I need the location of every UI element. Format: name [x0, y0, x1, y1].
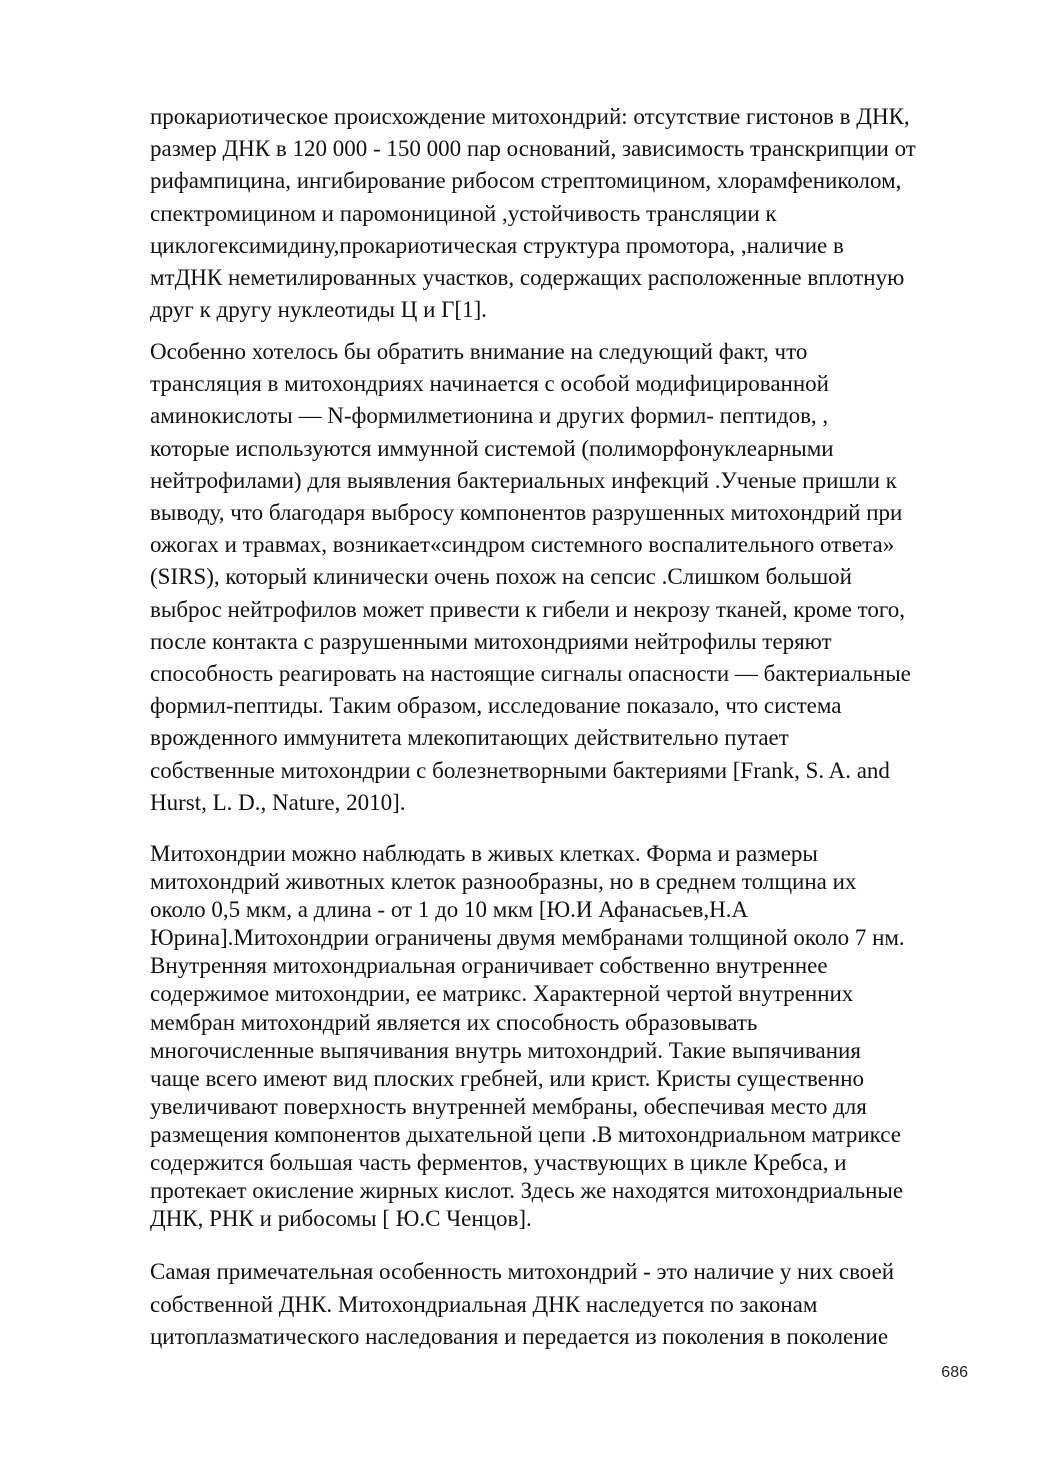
text-line: размещения компонентов дыхательной цепи .В митохондриальном матриксе [150, 1121, 901, 1147]
text-line: аминокислоты — N-формилметионина и других формил- пептидов, , [150, 403, 829, 429]
text-line: ожогах и травмах, возникает«синдром системного воспалительного ответа» [150, 532, 895, 558]
text-line: около 0,5 мкм, а длина - от 1 до 10 мкм [Ю.И Афанасьев,Н.А [150, 897, 749, 923]
text-line: цитоплазматического наследования и передается из поколения в поколение [150, 1324, 889, 1349]
text-line: друг к другу нуклеотиды Ц и Г[1]. [150, 297, 488, 323]
text-line: формил-пептиды. Таким образом, исследование показало, что система [150, 693, 842, 719]
text-line: многочисленные выпячивания внутрь митохондрий. Такие выпячивания [150, 1037, 861, 1063]
page-number: 686 [941, 1364, 968, 1381]
text-line: выводу, что благодаря выбросу компонентов разрушенных митохондрий при [150, 500, 903, 526]
text-line: врожденного иммунитета млекопитающих действительно путает [150, 725, 789, 751]
text-line: увеличивают поверхность внутренней мембраны, обеспечивая место для [150, 1093, 867, 1119]
paragraph-2 [150, 336, 980, 819]
text-line: митохондрий животных клеток разнообразны, но в среднем толщина их [150, 869, 857, 895]
text-line: Внутренняя митохондриальная ограничивает собственно внутреннее [150, 953, 828, 979]
paragraph-4 [150, 1256, 980, 1354]
text-line: содержимое митохондрии, ее матрикс. Характерной чертой внутренних [150, 981, 854, 1007]
text-line: циклогексимидину,прокариотическая структура промотора, ,наличие в [150, 232, 844, 258]
text-line: Особенно хотелось бы обратить внимание на следующий факт, что [150, 339, 808, 364]
text-line: мтДНК неметилированных участков, содержащих расположенные вплотную [150, 265, 905, 291]
text-line: прокариотическое происхождение митохондрий: отсутствие гистонов в ДНК, [150, 104, 910, 129]
text-line: которые используются иммунной системой (полиморфонуклеарными [150, 435, 834, 461]
text-line: протекает окисление жирных кислот. Здесь же находятся митохондриальные [150, 1178, 904, 1204]
text-line: нейтрофилами) для выявления бактериальных инфекций .Ученые пришли к [150, 467, 897, 493]
text-line: спектромицином и паромонициной ,устойчивость трансляции к [150, 200, 777, 226]
text-line: Hurst, L. D., Nature, 2010]. [150, 789, 406, 815]
text-line: размер ДНК в 120 000 - 150 000 пар оснований, зависимость транскрипции от [150, 136, 916, 162]
text-line: выброс нейтрофилов может привести к гибели и некрозу тканей, кроме того, [150, 596, 905, 622]
text-line: после контакта с разрушенными митохондриями нейтрофилы теряют [150, 628, 832, 654]
text-line: мембран митохондрий является их способность образовывать [150, 1009, 758, 1035]
text-line: содержится большая часть ферментов, участвующих в цикле Кребса, и [150, 1150, 847, 1176]
paragraph-1 [150, 101, 980, 326]
paragraph-3 [150, 840, 980, 1233]
text-line: собственные митохондрии с болезнетворными бактериями [Frank, S. A. and [150, 757, 890, 783]
text-line: трансляция в митохондриях начинается с особой модифицированной [150, 371, 829, 397]
text-line: чаще всего имеют вид плоских гребней, или крист. Кристы существенно [150, 1065, 864, 1091]
text-line: Самая примечательная особенность митохондрий - это наличие у них своей [150, 1259, 895, 1284]
text-line: Митохондрии можно наблюдать в живых клетках. Форма и размеры [150, 841, 818, 866]
text-line: Юрина].Митохондрии ограничены двумя мембранами толщиной около 7 нм. [150, 925, 905, 951]
text-line: (SIRS), который клинически очень похож на сепсис .Слишком большой [150, 564, 852, 590]
text-line: способность реагировать на настоящие сигналы опасности — бактериальные [150, 661, 911, 687]
text-line: ДНК, РНК и рибосомы [ Ю.С Ченцов]. [150, 1206, 532, 1232]
text-line: собственной ДНК. Митохондриальная ДНК наследуется по законам [150, 1291, 818, 1317]
text-line: рифампицина, ингибирование рибосом стрептомицином, хлорамфениколом, [150, 168, 902, 194]
